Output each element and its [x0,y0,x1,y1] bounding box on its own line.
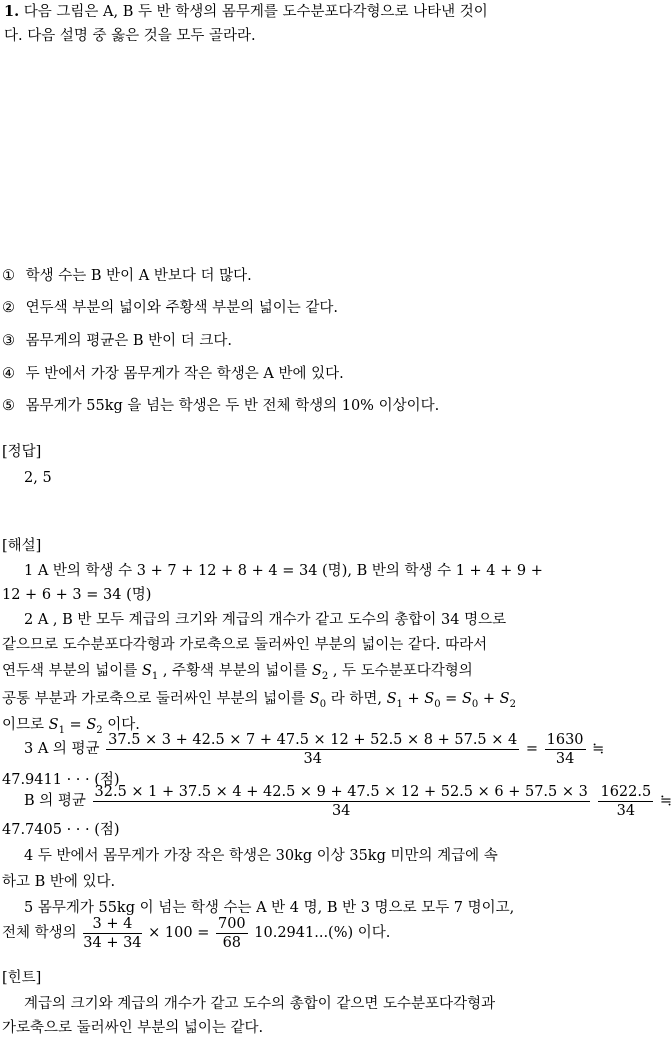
explanation-text: 이므로 [2,717,45,733]
fraction-numerator: 3 + 4 [83,915,141,934]
explanation-3d: 47.7405 · · · (점) [2,822,120,838]
option-marker: ④ [2,366,15,382]
fraction-numerator: 1622.5 [600,783,652,800]
explanation-3b: 47.9411 · · · (점) [2,772,120,788]
explanation-5a: 5 몸무게가 55kg 이 넘는 학생 수는 A 반 4 명, B 반 3 명으로 모두 7 명이고, [24,900,515,916]
option-text: 몸무게의 평균은 B 반이 더 크다. [25,333,233,349]
answer-label: [정답] [2,444,42,460]
explanation-4b: 하고 B 반에 있다. [2,874,116,890]
explanation-text: 3 A 의 평균 [24,741,100,757]
explanation-2a: 2 A , B 반 모두 계급의 크기와 계급의 개수가 같고 도수의 총합이 34 명으로 [24,612,507,628]
figure-placeholder [0,52,628,252]
explanation-text: , 주황색 부분의 넓이를 [162,663,308,679]
fraction-denominator: 34 + 34 [83,934,142,951]
fraction-numerator: 700 [217,915,246,932]
explanation-2b: 같으므로 도수분포다각형과 가로축으로 둘러싸인 부분의 넓이는 같다. 따라서 [2,637,488,653]
equals: = [525,741,539,757]
option-2 [2,298,338,318]
explanation-2c: 연두색 부분의 넓이를 $S_1$ , 주황색 부분의 넓이를 $S_2$ , 두 도수분포다각형의 [2,663,473,682]
option-5 [2,396,439,416]
explanation-text: 전체 학생의 [2,925,77,941]
question-text-2: 다. 다음 설명 중 옳은 것을 모두 골라라. [4,28,256,44]
approx-symbol: ≒ [659,793,672,809]
fraction-numerator: 32.5 × 1 + 37.5 × 4 + 42.5 × 9 + 47.5 × 12 + 52.5 × 6 + 57.5 × 3 [94,783,588,800]
explanation-text: , 두 도수분포다각형의 [332,663,473,679]
option-4 [2,364,344,384]
fraction-denominator: 34 [555,750,575,767]
fraction-denominator: 68 [222,934,242,951]
hint-label: [힌트] [2,970,42,986]
explanation-2d: 공통 부분과 가로축으로 둘러싸인 부분의 넓이를 $S_0$ 라 하면, $S_1 + S_0 = S_0 + S_2$ [2,691,516,710]
option-marker: ⑤ [2,398,15,414]
answer-value: 2, 5 [24,470,52,486]
explanation-text: × 100 = [148,925,210,941]
explanation-text: 이다. [107,717,140,733]
option-text: 두 반에서 가장 몸무게가 작은 학생은 A 반에 있다. [25,366,344,382]
explanation-1b: 12 + 6 + 3 = 34 (명) [2,587,152,603]
explanation-text: 공통 부분과 가로축으로 둘러싸인 부분의 넓이를 [2,691,306,707]
fraction-numerator: 37.5 × 3 + 42.5 × 7 + 47.5 × 12 + 52.5 × 8 + 57.5 × 4 [108,731,518,748]
approx-symbol: ≒ [592,741,605,757]
fraction-denominator: 34 [331,802,351,819]
explanation-text: B 의 평균 [24,793,86,809]
option-marker: ② [2,300,15,316]
hint-line-1: 계급의 크기와 계급의 개수가 같고 도수의 총합이 같으면 도수분포다각형과 [24,996,496,1012]
fraction-denominator: 34 [303,750,322,767]
fraction-denominator: 34 [616,802,636,819]
question-line-1 [4,2,488,22]
explanation-1a: 1 A 반의 학생 수 3 + 7 + 12 + 8 + 4 = 34 (명), B 반의 학생 수 1 + 4 + 9 + [24,563,543,579]
option-3 [2,331,232,351]
option-1 [2,266,252,286]
explanation-text: 10.2941...(%) 이다. [254,925,391,941]
option-marker: ① [2,268,15,284]
option-text: 학생 수는 B 반이 A 반보다 더 많다. [25,268,252,284]
explanation-4a: 4 두 반에서 몸무게가 가장 작은 학생은 30kg 이상 35kg 미만의 계급에 속 [24,848,498,864]
option-text: 몸무게가 55kg 을 넘는 학생은 두 반 전체 학생의 10% 이상이다. [25,398,440,414]
explanation-text: 라 하면, [330,691,382,707]
fraction [83,915,141,952]
fraction [545,731,586,768]
fraction [598,783,653,820]
question-text-1: 다음 그림은 A, B 두 반 학생의 몸무게를 도수분포다각형으로 나타낸 것이 [23,4,488,20]
fraction [216,915,248,952]
explanation-3c [24,782,672,820]
explanation-2e: 이므로 $S_1 = S_2$ 이다. [2,717,140,736]
fraction [106,731,519,768]
hint-line-2: 가로축으로 둘러싸인 부분의 넓이는 같다. [2,1020,264,1036]
explanation-label: [해설] [2,538,42,554]
option-text: 연두색 부분의 넓이와 주황색 부분의 넓이는 같다. [25,300,339,316]
fraction [93,783,590,820]
option-marker: ③ [2,333,15,349]
explanation-3a [24,730,604,768]
fraction-numerator: 1630 [546,731,584,748]
explanation-5b [2,914,390,952]
question-number: 1. [4,3,20,20]
explanation-text: 연두색 부분의 넓이를 [2,663,138,679]
